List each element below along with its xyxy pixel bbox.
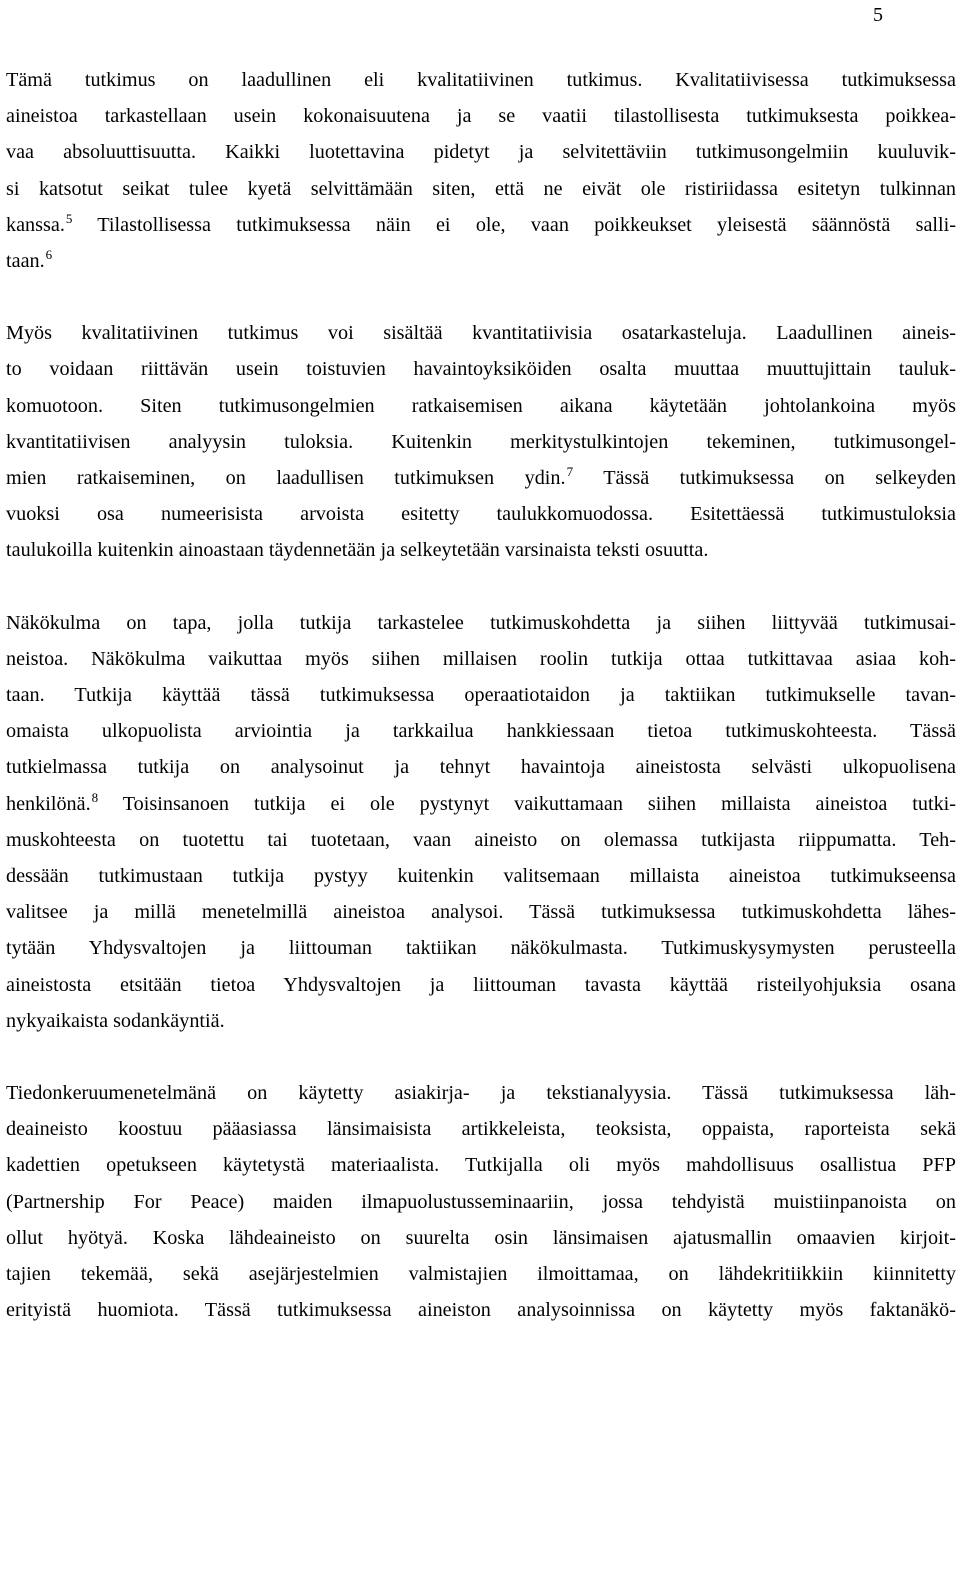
text-fragment: kanssa.: [6, 213, 65, 236]
text-line: aineistosta etsitään tietoa Yhdysvaltojen ja liittouman tavasta käyttää risteilyohjuksia osana: [6, 973, 956, 996]
paragraph-spacer: [6, 279, 956, 315]
paragraph-spacer: [6, 1039, 956, 1075]
text-fragment: Toisinsanoen tutkija ei ole pystynyt vaikuttamaan siihen millaista aineistoa tutki-: [122, 792, 956, 815]
footnote-marker: 6: [45, 247, 53, 263]
text-line: taan. Tutkija käyttää tässä tutkimuksessa operaatiotaidon ja taktiikan tutkimukselle tavan-: [6, 684, 956, 707]
text-line: Myös kvalitatiivinen tutkimus voi sisältää kvantitatiivisia osatarkasteluja. Laadullinen aineis-: [6, 322, 956, 345]
footnote-marker: 5: [65, 210, 73, 226]
text-line: vaa absoluuttisuutta. Kaikki luotettavina pidetyt ja selvitettäviin tutkimusongelmiin kuuluvik-: [6, 141, 956, 164]
text-line: tutkielmassa tutkija on analysoinut ja tehnyt havaintoja aineistosta selvästi ulkopuolisena: [6, 756, 956, 779]
text-line: tytään Yhdysvaltojen ja liittouman taktiikan näkökulmasta. Tutkimuskysymysten perusteella: [6, 937, 956, 960]
text-line: Näkökulma on tapa, jolla tutkija tarkastelee tutkimuskohdetta ja siihen liittyvää tutkimusai-: [6, 611, 956, 634]
text-line: muskohteesta on tuotettu tai tuotetaan, vaan aineisto on olemassa tutkijasta riippumatta. Teh-: [6, 828, 956, 851]
text-line: komuotoon. Siten tutkimusongelmien ratkaisemisen aikana käytetään johtolankoina myös: [6, 394, 956, 417]
document-body: [6, 62, 956, 1329]
text-line: [6, 243, 956, 279]
text-line: aineistoa tarkastellaan usein kokonaisuutena ja se vaatii tilastollisesta tutkimuksesta poikkea-: [6, 105, 956, 128]
text-line: deaineisto koostuu pääasiassa länsimaisista artikkeleista, teoksista, oppaista, raporteista sekä: [6, 1118, 956, 1141]
text-fragment: henkilönä.: [6, 792, 91, 815]
text-line: taulukoilla kuitenkin ainoastaan täydennetään ja selkeytetään varsinaista teksti osuutta.: [6, 539, 709, 562]
text-line: [6, 786, 956, 822]
paragraph-3: [6, 605, 956, 1039]
text-line: si katsotut seikat tulee kyetä selvittämään siten, että ne eivät ole ristiriidassa esitetyn tulkinnan: [6, 177, 956, 200]
text-line: erityistä huomiota. Tässä tutkimuksessa aineiston analysoinnissa on käytetty myös faktanäkö-: [6, 1299, 956, 1322]
paragraph-1: [6, 62, 956, 279]
page-number: 5: [873, 4, 883, 26]
text-line: to voidaan riittävän usein toistuvien havaintoyksiköiden osalta muuttaa muuttujittain tauluk-: [6, 358, 956, 381]
footnote-marker: 7: [566, 464, 574, 480]
text-line: tajien tekemää, sekä asejärjestelmien valmistajien ilmoittamaa, on lähdekritiikkiin kiinnitetty: [6, 1263, 956, 1286]
paragraph-4: [6, 1075, 956, 1328]
text-line: [6, 460, 956, 496]
text-fragment: Tilastollisessa tutkimuksessa näin ei ole, vaan poikkeukset yleisestä säännöstä salli-: [97, 213, 956, 236]
text-fragment: mien ratkaiseminen, on laadullisen tutkimuksen ydin.: [6, 467, 566, 490]
text-line: kadettien opetukseen käytetystä materiaalista. Tutkijalla oli myös mahdollisuus osallistua PFP: [6, 1154, 956, 1177]
footnote-marker: 8: [91, 789, 99, 805]
text-line: nykyaikaista sodankäyntiä.: [6, 1009, 225, 1032]
text-line: omaista ulkopuolista arviointia ja tarkkailua hankkiessaan tietoa tutkimuskohteesta. Tässä: [6, 720, 956, 743]
paragraph-spacer: [6, 569, 956, 605]
text-line: ollut hyötyä. Koska lähdeaineisto on suurelta osin länsimaisen ajatusmallin omaavien kirjoit-: [6, 1226, 956, 1249]
text-line: Tiedonkeruumenetelmänä on käytetty asiakirja- ja tekstianalyysia. Tässä tutkimuksessa läh-: [6, 1082, 956, 1105]
text-fragment: taan.: [6, 250, 45, 273]
text-fragment: Tässä tutkimuksessa on selkeyden: [603, 467, 956, 490]
text-line: Tämä tutkimus on laadullinen eli kvalitatiivinen tutkimus. Kvalitatiivisessa tutkimuksessa: [6, 69, 956, 91]
paragraph-2: [6, 315, 956, 568]
text-line: [6, 207, 956, 243]
text-line: vuoksi osa numeerisista arvoista esitetty taulukkomuodossa. Esitettäessä tutkimustuloksia: [6, 503, 956, 526]
text-line: neistoa. Näkökulma vaikuttaa myös siihen millaisen roolin tutkija ottaa tutkittavaa asiaa koh-: [6, 647, 956, 670]
text-line: (Partnership For Peace) maiden ilmapuolustusseminaariin, jossa tehdyistä muistiinpanoista on: [6, 1190, 956, 1213]
text-line: dessään tutkimustaan tutkija pystyy kuitenkin valitsemaan millaista aineistoa tutkimukseensa: [6, 865, 956, 888]
text-line: valitsee ja millä menetelmillä aineistoa analysoi. Tässä tutkimuksessa tutkimuskohdetta lähes-: [6, 901, 956, 924]
text-line: kvantitatiivisen analyysin tuloksia. Kuitenkin merkitystulkintojen tekeminen, tutkimusongel-: [6, 430, 956, 453]
